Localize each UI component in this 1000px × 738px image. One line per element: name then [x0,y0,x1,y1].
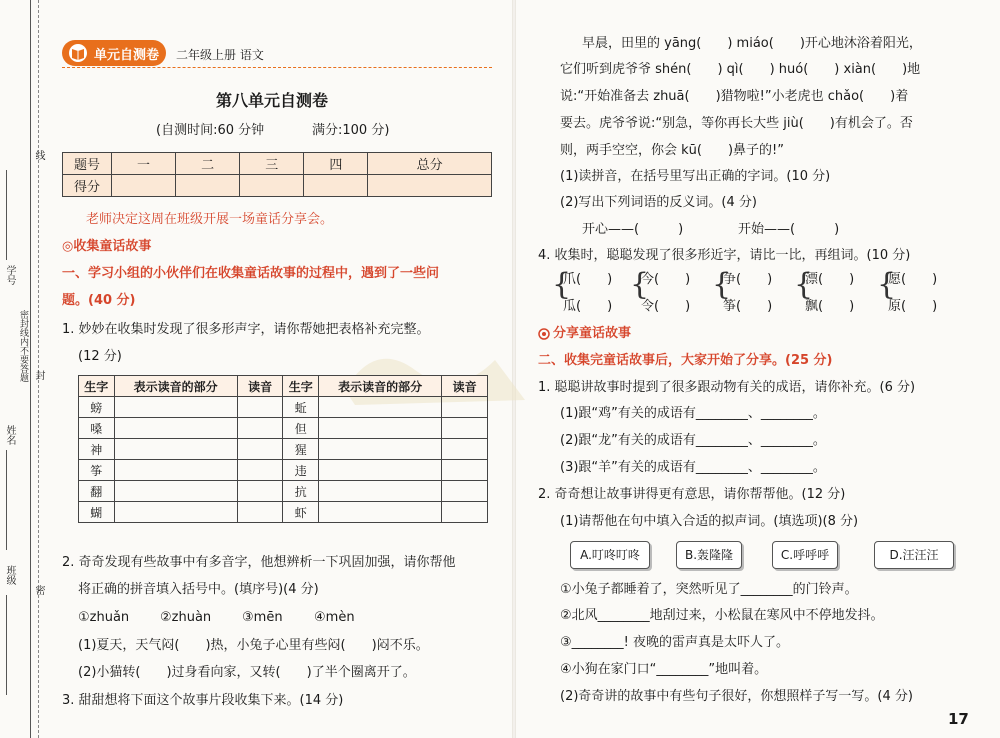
char-header-cell: 读音 [442,376,488,397]
brace: { [712,267,732,302]
char-cell: 神 [79,439,115,460]
score-cell: 得分 [63,175,112,197]
name-blank[interactable] [6,450,7,550]
answer-cell[interactable] [319,439,442,460]
similar-char[interactable]: 争( ) [723,272,773,287]
score-input-cell[interactable] [240,175,304,197]
phonetic-char-table [78,375,488,523]
char-header-cell: 表示读音的部分 [319,376,442,397]
score-cell: 四 [304,153,368,175]
score-cell: 总分 [368,153,492,175]
binding-line [30,0,31,738]
question-r2-part2: (2)奇奇讲的故事中有些句子很好，你想照样子写一写。(4 分) [560,689,913,704]
char-cell: 但 [283,418,319,439]
binding-label-warning: 密封线内不要答题 [18,310,28,382]
question-2-cont: 将正确的拼音填入括号中。(填序号)(4 分) [78,582,319,597]
story-line-1[interactable]: 早晨，田里的 yāng( ) miáo( )开心地沐浴着阳光， [582,36,922,51]
fill-sentence-3[interactable]: ③________! 夜晚的雷声真是太吓人了。 [560,635,789,650]
antonym-happy[interactable]: 开心——( ) [582,222,684,237]
binding-label-mi: 密 [33,585,44,595]
answer-cell[interactable] [319,481,442,502]
question-1: 1. 妙妙在收集时发现了很多形声字，请你帮她把表格补充完整。 [62,322,430,337]
answer-cell[interactable] [319,502,442,523]
binding-label-class: 班级 [4,565,15,585]
char-table-header [79,376,488,397]
answer-cell[interactable] [114,481,237,502]
score-table-header-row [63,153,492,175]
pinyin-option: ③mēn [242,610,283,625]
idiom-chicken[interactable]: (1)跟“鸡”有关的成语有________、________。 [560,406,826,421]
char-cell: 违 [283,460,319,481]
char-header-cell: 生字 [79,376,115,397]
question-2-sentence-2[interactable]: (2)小猫转( )过身看向家，又转( )了半个圈离开了。 [78,665,416,680]
similar-char[interactable]: 愿( ) [888,272,938,287]
part-two-heading: 二、收集完童话故事后，大家开始了分享。(25 分) [538,353,833,368]
part-one-heading: 一、学习小组的小伙伴们在收集童话故事的过程中，遇到了一些问 [62,266,440,281]
answer-cell[interactable] [114,397,237,418]
answer-cell[interactable] [442,397,488,418]
char-cell: 嗓 [79,418,115,439]
binding-label-name: 姓名 [4,425,15,445]
char-header-cell: 读音 [237,376,283,397]
test-time: (自测时间:60 分钟 [156,123,265,138]
subquestion-2: (2)写出下列词语的反义词。(4 分) [560,195,757,210]
header-divider [62,67,492,68]
char-header-cell: 表示读音的部分 [114,376,237,397]
answer-cell[interactable] [237,502,283,523]
option-d[interactable]: D.汪汪汪 [874,541,954,569]
story-line-3[interactable]: 说:“开始准备去 zhuā( )猎物啦!”小老虎也 chǎo( )着 [560,89,909,104]
answer-cell[interactable] [237,418,283,439]
page-number: 17 [948,710,969,728]
score-input-cell[interactable] [304,175,368,197]
similar-char[interactable]: 今( ) [641,272,691,287]
question-r1: 1. 聪聪讲故事时提到了很多跟动物有关的成语，请你补充。(6 分) [538,380,916,395]
table-row [79,460,488,481]
brace: { [552,267,572,302]
story-line-2[interactable]: 它们听到虎爷爷 shén( ) qì( ) huó( ) xiàn( )地 [560,62,921,77]
score-input-cell[interactable] [176,175,240,197]
subquestion-1: (1)读拼音，在括号里写出正确的字词。(10 分) [560,169,831,184]
full-score: 满分:100 分) [312,123,390,138]
answer-cell[interactable] [442,502,488,523]
grade-label: 二年级上册 语文 [176,48,264,62]
question-2-sentence-1[interactable]: (1)夏天，天气闷( )热，小兔子心里有些闷( )闷不乐。 [78,638,429,653]
question-1-score: (12 分) [78,349,122,364]
score-input-cell[interactable] [368,175,492,197]
answer-cell[interactable] [114,439,237,460]
brace: { [794,267,814,302]
score-cell: 一 [112,153,176,175]
option-b[interactable]: B.轰隆隆 [676,541,742,569]
question-3: 3. 甜甜想将下面这个故事片段收集下来。(14 分) [62,693,344,708]
section-collect: ◎收集童话故事 [62,239,152,254]
unit-test-badge [62,40,166,66]
score-input-cell[interactable] [112,175,176,197]
score-table [62,152,492,197]
table-row [79,439,488,460]
char-cell: 抗 [283,481,319,502]
char-cell: 猩 [283,439,319,460]
pinyin-option: ④mèn [314,610,355,625]
answer-cell[interactable] [442,418,488,439]
answer-cell[interactable] [442,460,488,481]
char-cell: 虾 [283,502,319,523]
share-section-icon [538,328,550,340]
question-r2: 2. 奇奇想让故事讲得更有意思，请你帮帮他。(12 分) [538,487,846,502]
question-r2-part1: (1)请帮他在句中填入合适的拟声词。(填选项)(8 分) [560,514,859,529]
idiom-sheep[interactable]: (3)跟“羊”有关的成语有________、________。 [560,460,826,475]
binding-label-feng: 封 [33,370,44,380]
answer-cell[interactable] [114,460,237,481]
binding-strip [0,0,48,738]
char-header-cell: 生字 [283,376,319,397]
similar-char[interactable]: 瓜( ) [563,299,613,314]
score-cell: 题号 [63,153,112,175]
char-cell: 筝 [79,460,115,481]
option-c[interactable]: C.呼呼呼 [772,541,838,569]
section-share: 分享童话故事 [553,326,632,341]
binding-label-xian: 线 [33,150,44,160]
answer-cell[interactable] [319,460,442,481]
answer-cell[interactable] [319,397,442,418]
fill-sentence-4[interactable]: ④小狗在家门口“________”地叫着。 [560,662,768,677]
table-row [79,502,488,523]
antonym-start[interactable]: 开始——( ) [738,222,840,237]
char-cell: 翻 [79,481,115,502]
idiom-dragon[interactable]: (2)跟“龙”有关的成语有________、________。 [560,433,826,448]
cut-line [38,0,39,738]
book-icon [68,44,88,62]
answer-cell[interactable] [442,481,488,502]
table-row [79,418,488,439]
similar-char[interactable]: 筝( ) [723,299,773,314]
answer-cell[interactable] [237,439,283,460]
char-cell: 蝴 [79,502,115,523]
pinyin-option: ①zhuǎn [78,610,130,625]
intro-text: 老师决定这周在班级开展一场童话分享会。 [86,212,334,227]
score-cell: 三 [240,153,304,175]
brace: { [630,267,650,302]
student-id-blank[interactable] [6,170,7,260]
answer-cell[interactable] [237,481,283,502]
binding-label-student-id: 学号 [4,265,15,285]
score-table-score-row [63,175,492,197]
fill-sentence-1[interactable]: ①小兔子都睡着了，突然听见了________的门铃声。 [560,582,858,597]
similar-char[interactable]: 漂( ) [805,272,855,287]
similar-char[interactable]: 飘( ) [805,299,855,314]
brace: { [877,267,897,302]
option-a[interactable]: A.叮咚叮咚 [570,541,650,569]
char-cell: 蚯 [283,397,319,418]
badge-label: 单元自测卷 [94,48,160,63]
question-2: 2. 奇奇发现有些故事中有多音字，他想辨析一下巩固加强，请你帮他 [62,555,456,570]
story-line-4[interactable]: 要去。虎爷爷说:“别急，等你再长大些 jiù( )有机会了。否 [560,116,913,131]
answer-cell[interactable] [442,439,488,460]
score-cell: 二 [176,153,240,175]
answer-cell[interactable] [319,418,442,439]
similar-char[interactable]: 原( ) [888,299,938,314]
pinyin-option: ②zhuàn [160,610,212,625]
answer-cell[interactable] [114,502,237,523]
class-blank[interactable] [6,595,7,695]
table-row [79,397,488,418]
similar-char[interactable]: 爪( ) [563,272,613,287]
answer-cell[interactable] [237,397,283,418]
page-title: 第八单元自测卷 [216,91,329,110]
char-cell: 螃 [79,397,115,418]
table-row [79,481,488,502]
part-one-heading-cont: 题。(40 分) [62,293,136,308]
answer-cell[interactable] [114,418,237,439]
fill-sentence-2[interactable]: ②北风________地刮过来，小松鼠在寒风中不停地发抖。 [560,608,884,623]
story-line-5[interactable]: 则，两手空空，你会 kū( )鼻子的!” [560,143,784,158]
answer-cell[interactable] [237,460,283,481]
similar-char[interactable]: 令( ) [641,299,691,314]
question-4: 4. 收集时，聪聪发现了很多形近字，请比一比，再组词。(10 分) [538,248,911,263]
